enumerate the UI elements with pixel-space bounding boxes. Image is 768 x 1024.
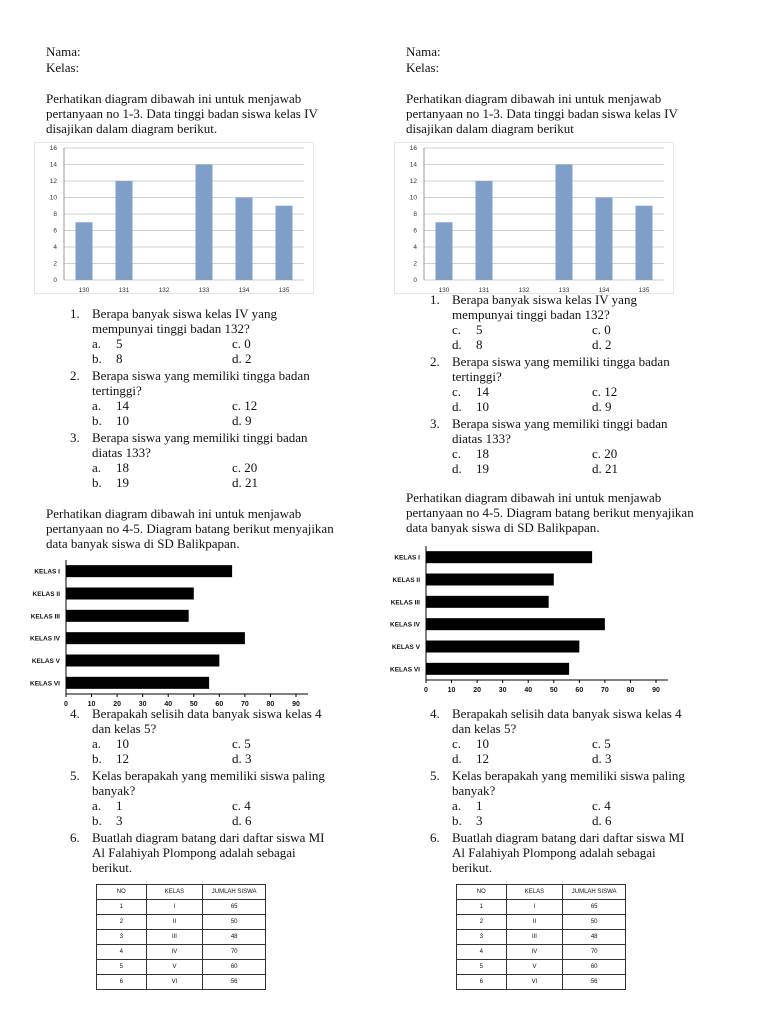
y-category-label: KELAS II <box>32 591 60 598</box>
x-tick-label: 50 <box>189 701 198 708</box>
table-header-cell: NO <box>97 885 147 900</box>
question-text: tertinggi? <box>92 383 142 398</box>
x-tick-label: 130 <box>78 287 90 294</box>
table-cell: 56 <box>203 975 266 990</box>
table-row <box>457 915 626 930</box>
table-row <box>457 930 626 945</box>
student-table <box>456 884 626 990</box>
x-tick-label: 132 <box>158 287 170 294</box>
y-tick-label: 8 <box>53 211 57 218</box>
height-bar-chart <box>34 142 314 294</box>
question-text: Berapa siswa yang memiliki tingga badan <box>452 354 670 369</box>
question-text: mempunyai tinggi badan 132? <box>452 307 610 322</box>
option-c: c. 5 <box>592 736 611 751</box>
x-tick-label: 131 <box>478 287 490 294</box>
option-value: 1 <box>476 798 483 813</box>
option-value: 3 <box>116 813 123 828</box>
table-cell: I <box>146 900 203 915</box>
option-c: c. 12 <box>592 384 618 399</box>
option-letter: a. <box>92 336 102 351</box>
option-letter: b. <box>92 813 102 828</box>
question-text: banyak? <box>92 783 136 798</box>
question-text: Buatlah diagram batang dari daftar siswa MI <box>92 830 325 845</box>
table-cell: III <box>506 930 563 945</box>
table-cell: 60 <box>203 960 266 975</box>
question-text: berikut. <box>92 860 133 875</box>
x-tick-label: 20 <box>473 687 482 694</box>
table-row <box>97 975 266 990</box>
option-value: 10 <box>116 736 129 751</box>
table-cell: 6 <box>97 975 147 990</box>
table-cell: 50 <box>563 915 626 930</box>
bar-kelas-vi <box>66 677 209 689</box>
x-tick-label: 40 <box>164 701 173 708</box>
option-value: 14 <box>116 398 129 413</box>
question-number: 6. <box>70 830 80 845</box>
x-tick-label: 134 <box>238 287 250 294</box>
option-value: 8 <box>476 337 483 352</box>
intro1-line: Perhatikan diagram dibawah ini untuk menjawab <box>406 91 662 106</box>
option-letter: c. <box>452 322 462 337</box>
option-value: 1 <box>116 798 123 813</box>
option-d: d. 21 <box>232 475 258 490</box>
y-tick-label: 12 <box>49 178 57 185</box>
table-row <box>97 915 266 930</box>
table-cell: VI <box>146 975 203 990</box>
question-text: Berapa siswa yang memiliki tinggi badan <box>92 430 308 445</box>
question-text: diatas 133? <box>92 445 151 460</box>
table-cell: 4 <box>97 945 147 960</box>
question-text: Berapakah selisih data banyak siswa kelas 4 <box>92 706 322 721</box>
option-value: 18 <box>476 446 489 461</box>
intro2-line: pertanyaan no 4-5. Diagram batang berikut menyajikan <box>46 521 334 536</box>
table-cell: 5 <box>457 960 507 975</box>
students-bar-chart <box>382 538 682 698</box>
question-number: 3. <box>70 430 80 445</box>
question-number: 5. <box>70 768 80 783</box>
option-letter: b. <box>92 351 102 366</box>
y-tick-label: 14 <box>409 161 417 169</box>
option-d: d. 9 <box>232 413 252 428</box>
intro1-line: Perhatikan diagram dibawah ini untuk menjawab <box>46 91 302 106</box>
bar-kelas-i <box>66 565 232 577</box>
option-value: 12 <box>476 751 489 766</box>
x-tick-label: 80 <box>626 687 635 694</box>
option-letter: a. <box>92 398 102 413</box>
x-tick-label: 70 <box>600 687 609 694</box>
option-c: c. 20 <box>232 460 258 475</box>
option-letter: c. <box>452 384 462 399</box>
question-text: berikut. <box>452 860 493 875</box>
table-row <box>97 960 266 975</box>
table-cell: II <box>146 915 203 930</box>
option-c: c. 4 <box>592 798 611 813</box>
table-cell: 6 <box>457 975 507 990</box>
intro2-line: Perhatikan diagram dibawah ini untuk menjawab <box>46 506 302 521</box>
table-cell: I <box>506 900 563 915</box>
question-text: dan kelas 5? <box>92 721 157 736</box>
table-row <box>457 960 626 975</box>
intro1-line: disajikan dalam diagram berikut <box>406 121 574 136</box>
table-cell: III <box>146 930 203 945</box>
table-cell: 2 <box>97 915 147 930</box>
option-c: c. 5 <box>232 736 251 751</box>
y-tick-label: 8 <box>413 211 417 218</box>
y-tick-label: 4 <box>413 244 417 251</box>
question-text: Berapa banyak siswa kelas IV yang <box>452 292 637 307</box>
x-tick-label: 132 <box>518 287 530 294</box>
bar-135 <box>276 206 293 280</box>
option-letter: b. <box>92 751 102 766</box>
question-text: Al Falahiyah Plompong adalah sebagai <box>452 845 656 860</box>
y-tick-label: 2 <box>413 260 417 268</box>
y-tick-label: 6 <box>413 227 417 235</box>
option-value: 12 <box>116 751 129 766</box>
question-text: Al Falahiyah Plompong adalah sebagai <box>92 845 296 860</box>
table-cell: 48 <box>203 930 266 945</box>
option-value: 10 <box>116 413 129 428</box>
y-tick-label: 14 <box>49 161 57 169</box>
table-cell: 56 <box>563 975 626 990</box>
x-tick-label: 135 <box>638 287 650 294</box>
table-cell: 60 <box>563 960 626 975</box>
option-letter: a. <box>92 736 102 751</box>
option-c: c. 0 <box>232 336 251 351</box>
intro2-line: Perhatikan diagram dibawah ini untuk menjawab <box>406 490 662 505</box>
x-tick-label: 90 <box>652 687 660 694</box>
option-c: c. 12 <box>232 398 258 413</box>
option-d: d. 3 <box>232 751 252 766</box>
table-cell: 65 <box>563 900 626 915</box>
intro2-line: data banyak siswa di SD Balikpapan. <box>406 520 600 535</box>
option-d: d. 6 <box>592 813 612 828</box>
table-cell: V <box>506 960 563 975</box>
y-category-label: KELAS IV <box>30 635 60 643</box>
option-letter: c. <box>452 446 462 461</box>
table-cell: 3 <box>457 930 507 945</box>
option-letter: d. <box>452 461 462 476</box>
question-number: 2. <box>430 354 440 369</box>
intro2-line: pertanyaan no 4-5. Diagram batang berikut menyajikan <box>406 505 694 520</box>
question-number: 4. <box>70 706 80 721</box>
option-letter: d. <box>452 751 462 766</box>
question-text: mempunyai tinggi badan 132? <box>92 321 250 336</box>
x-tick-label: 30 <box>138 701 147 708</box>
y-tick-label: 0 <box>53 277 57 284</box>
x-tick-label: 133 <box>558 287 570 294</box>
question-text: tertinggi? <box>452 369 502 384</box>
bar-131 <box>116 181 133 280</box>
table-row <box>97 900 266 915</box>
question-text: Kelas berapakah yang memiliki siswa paling <box>452 768 685 783</box>
option-d: d. 3 <box>592 751 612 766</box>
table-cell: 65 <box>203 900 266 915</box>
option-d: d. 2 <box>232 351 252 366</box>
bar-kelas-ii <box>66 588 194 600</box>
table-cell: 70 <box>563 945 626 960</box>
name-label: Nama: <box>46 44 81 59</box>
bar-134 <box>236 198 253 281</box>
bar-kelas-v <box>66 655 219 667</box>
y-tick-label: 10 <box>49 194 57 202</box>
y-tick-label: 4 <box>53 244 57 251</box>
option-value: 10 <box>476 736 489 751</box>
intro1-line: pertanyaan no 1-3. Data tinggi badan siswa kelas IV <box>46 106 318 121</box>
x-tick-label: 80 <box>266 701 275 708</box>
y-tick-label: 6 <box>53 227 57 235</box>
bar-kelas-iii <box>426 596 549 608</box>
option-letter: d. <box>452 337 462 352</box>
option-c: c. 4 <box>232 798 251 813</box>
question-text: diatas 133? <box>452 431 511 446</box>
option-value: 3 <box>476 813 483 828</box>
x-tick-label: 70 <box>240 701 249 708</box>
table-header-cell: KELAS <box>506 885 563 900</box>
question-text: Buatlah diagram batang dari daftar siswa MI <box>452 830 685 845</box>
x-tick-label: 131 <box>118 287 130 294</box>
option-letter: d. <box>452 399 462 414</box>
bar-kelas-iv <box>426 618 605 630</box>
x-tick-label: 30 <box>498 687 507 694</box>
table-cell: II <box>506 915 563 930</box>
y-category-label: KELAS III <box>390 599 420 607</box>
table-cell: 3 <box>97 930 147 945</box>
bar-130 <box>436 222 453 280</box>
table-header-cell: JUMLAH SISWA <box>203 885 266 900</box>
option-value: 10 <box>476 399 489 414</box>
table-cell: IV <box>506 945 563 960</box>
question-number: 4. <box>430 706 440 721</box>
option-value: 5 <box>476 322 483 337</box>
bar-kelas-vi <box>426 663 569 675</box>
table-cell: 1 <box>457 900 507 915</box>
intro1-line: disajikan dalam diagram berikut. <box>46 121 218 136</box>
option-value: 18 <box>116 460 129 475</box>
table-cell: 4 <box>457 945 507 960</box>
question-number: 6. <box>430 830 440 845</box>
x-tick-label: 133 <box>198 287 210 294</box>
table-row <box>97 930 266 945</box>
bar-133 <box>196 165 213 281</box>
table-header-row <box>97 885 266 900</box>
question-number: 3. <box>430 416 440 431</box>
bar-134 <box>596 198 613 281</box>
option-value: 14 <box>476 384 489 399</box>
table-header-cell: JUMLAH SISWA <box>563 885 626 900</box>
bar-kelas-v <box>426 641 579 653</box>
table-cell: VI <box>506 975 563 990</box>
y-category-label: KELAS VI <box>30 680 60 688</box>
bar-kelas-i <box>426 551 592 563</box>
table-row <box>457 900 626 915</box>
option-d: d. 6 <box>232 813 252 828</box>
option-letter: a. <box>92 798 102 813</box>
option-letter: c. <box>452 736 462 751</box>
table-row <box>457 975 626 990</box>
x-tick-label: 0 <box>64 701 68 708</box>
x-tick-label: 134 <box>598 287 610 294</box>
option-letter: b. <box>452 813 462 828</box>
x-tick-label: 60 <box>575 687 584 694</box>
option-value: 19 <box>476 461 489 476</box>
student-table <box>96 884 266 990</box>
option-letter: a. <box>452 798 462 813</box>
x-tick-label: 0 <box>424 687 428 694</box>
intro1-line: pertanyaan no 1-3. Data tinggi badan siswa kelas IV <box>406 106 678 121</box>
x-tick-label: 20 <box>113 701 122 708</box>
y-category-label: KELAS II <box>392 577 420 584</box>
y-category-label: KELAS IV <box>390 621 420 629</box>
option-d: d. 2 <box>592 337 612 352</box>
option-value: 5 <box>116 336 123 351</box>
table-cell: 5 <box>97 960 147 975</box>
bar-133 <box>556 165 573 281</box>
bar-130 <box>76 222 93 280</box>
option-letter: a. <box>92 460 102 475</box>
x-tick-label: 130 <box>438 287 450 294</box>
option-d: d. 9 <box>592 399 612 414</box>
bar-135 <box>636 206 653 280</box>
question-text: Berapa siswa yang memiliki tinggi badan <box>452 416 668 431</box>
question-text: banyak? <box>452 783 496 798</box>
table-cell: V <box>146 960 203 975</box>
option-d: d. 21 <box>592 461 618 476</box>
option-c: c. 0 <box>592 322 611 337</box>
y-category-label: KELAS I <box>34 568 60 576</box>
option-letter: b. <box>92 413 102 428</box>
table-header-row <box>457 885 626 900</box>
table-row <box>97 945 266 960</box>
question-number: 1. <box>70 306 80 321</box>
option-value: 8 <box>116 351 123 366</box>
x-tick-label: 10 <box>87 701 96 708</box>
question-number: 2. <box>70 368 80 383</box>
table-row <box>457 945 626 960</box>
y-category-label: KELAS VI <box>390 666 420 674</box>
bar-131 <box>476 181 493 280</box>
class-label: Kelas: <box>406 60 440 75</box>
name-label: Nama: <box>406 44 441 59</box>
intro2-line: data banyak siswa di SD Balikpapan. <box>46 536 240 551</box>
question-number: 1. <box>430 292 440 307</box>
table-header-cell: NO <box>457 885 507 900</box>
x-tick-label: 90 <box>292 701 300 708</box>
question-text: Berapa banyak siswa kelas IV yang <box>92 306 277 321</box>
x-tick-label: 50 <box>549 687 558 694</box>
y-tick-label: 0 <box>413 277 417 284</box>
class-label: Kelas: <box>46 60 80 75</box>
option-c: c. 20 <box>592 446 618 461</box>
y-tick-label: 16 <box>49 145 57 152</box>
table-cell: 70 <box>203 945 266 960</box>
table-cell: 1 <box>97 900 147 915</box>
height-bar-chart <box>394 142 674 294</box>
bar-kelas-iii <box>66 610 189 622</box>
question-text: dan kelas 5? <box>452 721 517 736</box>
question-text: Berapa siswa yang memiliki tingga badan <box>92 368 310 383</box>
x-tick-label: 135 <box>278 287 290 294</box>
y-tick-label: 2 <box>53 260 57 268</box>
y-category-label: KELAS III <box>30 613 60 621</box>
y-tick-label: 16 <box>409 145 417 152</box>
question-text: Kelas berapakah yang memiliki siswa paling <box>92 768 325 783</box>
x-tick-label: 40 <box>524 687 533 694</box>
y-tick-label: 12 <box>409 178 417 185</box>
table-cell: 48 <box>563 930 626 945</box>
table-cell: 50 <box>203 915 266 930</box>
bar-kelas-ii <box>426 574 554 586</box>
table-cell: IV <box>146 945 203 960</box>
question-text: Berapakah selisih data banyak siswa kelas 4 <box>452 706 682 721</box>
y-category-label: KELAS V <box>31 658 60 665</box>
worksheet-right <box>360 0 720 1024</box>
y-category-label: KELAS I <box>394 554 420 562</box>
students-bar-chart <box>22 552 322 712</box>
y-category-label: KELAS V <box>391 644 420 651</box>
x-tick-label: 60 <box>215 701 224 708</box>
option-letter: b. <box>92 475 102 490</box>
table-cell: 2 <box>457 915 507 930</box>
table-header-cell: KELAS <box>146 885 203 900</box>
bar-kelas-iv <box>66 632 245 644</box>
question-number: 5. <box>430 768 440 783</box>
option-value: 19 <box>116 475 129 490</box>
y-tick-label: 10 <box>409 194 417 202</box>
worksheet-left <box>0 0 360 1024</box>
x-tick-label: 10 <box>447 687 456 694</box>
